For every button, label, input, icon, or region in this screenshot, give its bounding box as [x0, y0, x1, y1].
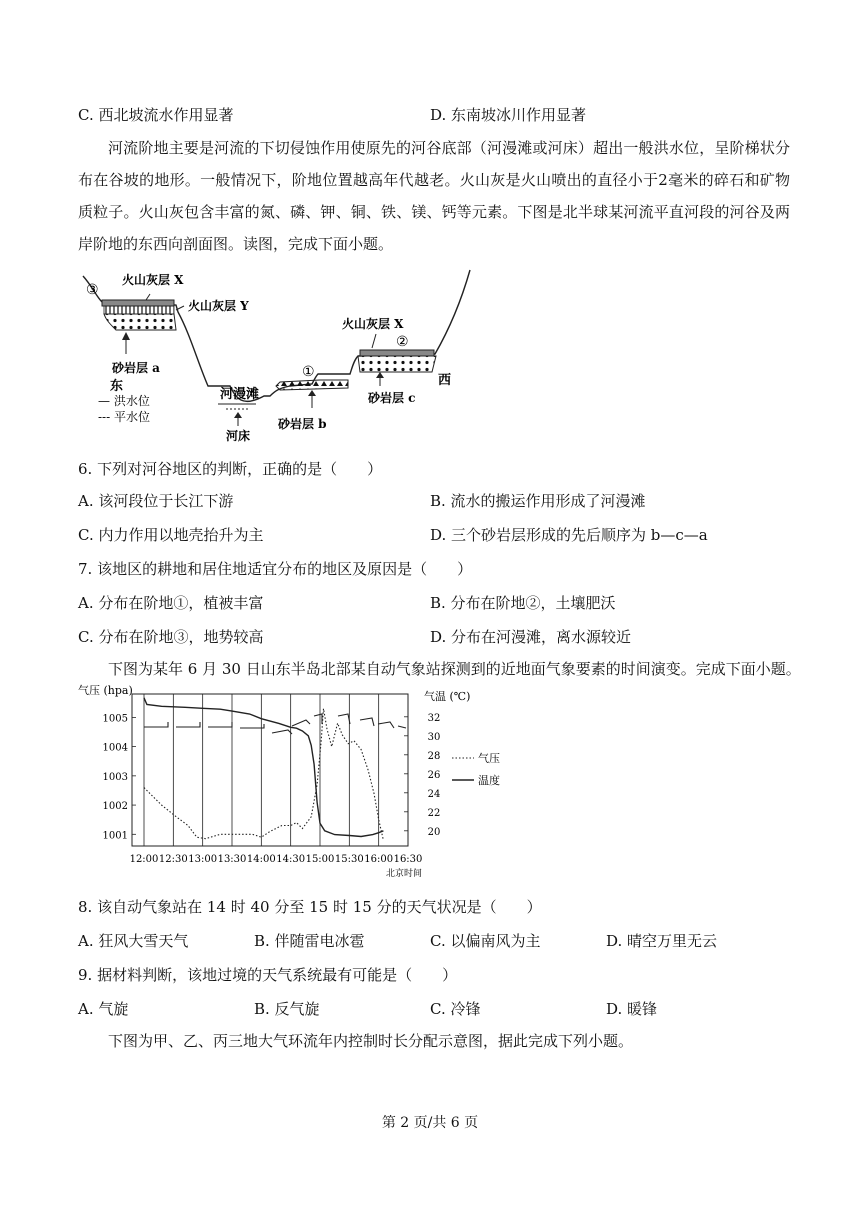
right-tick-label: 26 — [427, 769, 441, 781]
q8-option-c: C. 以偏南风为主 — [430, 932, 541, 950]
left-tick-label: 1001 — [102, 830, 128, 842]
x-tick-label: 14:00 — [246, 854, 276, 865]
x-tick-label: 13:00 — [188, 854, 218, 865]
x-tick-label: 15:00 — [305, 854, 335, 865]
q7-option-b: B. 分布在阶地②，土壤肥沃 — [430, 594, 616, 612]
q9-option-c: C. 冷锋 — [430, 1000, 481, 1018]
left-tick-label: 1002 — [102, 801, 128, 813]
right-tick-label: 32 — [427, 712, 441, 724]
left-tick-label: 1004 — [102, 742, 128, 754]
q7-stem: 7. 该地区的耕地和居住地适宜分布的地区及原因是（ ） — [78, 560, 473, 578]
x-tick-label: 14:30 — [276, 854, 306, 865]
wind-barbs — [144, 714, 406, 734]
left-tick-label: 1003 — [102, 771, 128, 783]
x-tick-label: 15:30 — [334, 854, 364, 865]
terrace-3-label: ③ — [86, 282, 99, 298]
right-tick-label: 22 — [427, 807, 441, 819]
passage-river-terrace: 河流阶地主要是河流的下切侵蚀作用使原先的河谷底部（河漫滩或河床）超出一般洪水位，呈阶梯状分布在谷坡的地形。一般情况下，阶地位置越高年代越老。火山灰是火山喷出的直径小于2毫米的碎石和矿物质粒子。火山灰包含丰富的氮、磷、钾、铜、铁、镁、钙等元素。下图是北半球某河流平直河段的河谷及两岸阶地的东西向剖面图。读图，完成下面小题。 — [78, 139, 790, 253]
right-tick-label: 24 — [427, 788, 441, 800]
x-tick-label: 16:30 — [393, 854, 423, 865]
q5-option-d: D. 东南坡冰川作用显著 — [430, 106, 587, 124]
ash-layer-x-right-label: 火山灰层 X — [342, 317, 404, 331]
q6-option-d: D. 三个砂岩层形成的先后顺序为 b—c—a — [430, 526, 708, 544]
q8-option-b: B. 伴随雷电冰雹 — [254, 932, 365, 950]
q6-option-c: C. 内力作用以地壳抬升为主 — [78, 526, 264, 544]
left-axis-title: 气压 (hpa) — [78, 684, 133, 697]
right-tick-label: 28 — [427, 750, 441, 762]
q6-stem: 6. 下列对河谷地区的判断，正确的是（ ） — [78, 460, 383, 478]
terrace-2-label: ② — [396, 334, 409, 350]
q9-option-d: D. 暖锋 — [606, 1000, 658, 1018]
ash-layer-x-left-label: 火山灰层 X — [122, 273, 184, 287]
riverbed-label: 河床 — [226, 429, 251, 443]
q7-option-c: C. 分布在阶地③，地势较高 — [78, 628, 264, 646]
floodplain-label: 河漫滩 — [220, 387, 260, 402]
passage-weather-station: 下图为某年 6 月 30 日山东半岛北部某自动气象站探测到的近地面气象要素的时间演变。完成下面小题。 — [108, 660, 801, 678]
ash-layer-x-right — [360, 350, 434, 356]
q9-stem: 9. 据材料判断，该地过境的天气系统最有可能是（ ） — [78, 966, 458, 984]
q6-option-a: A. 该河段位于长江下游 — [78, 492, 234, 510]
q6-option-b: B. 流水的搬运作用形成了河漫滩 — [430, 492, 646, 510]
q5-option-c: C. 西北坡流水作用显著 — [78, 106, 234, 124]
q9-option-b: B. 反气旋 — [254, 1000, 320, 1018]
x-axis-title: 北京时间 — [386, 869, 423, 879]
ash-layer-x-left — [102, 300, 174, 306]
legend-normal-label: --- 平水位 — [98, 410, 150, 424]
valley-ground-line — [83, 270, 470, 401]
terrace-1-label: ① — [302, 364, 315, 380]
pressure-temperature-chart — [78, 684, 518, 880]
west-label: 西 — [438, 373, 452, 388]
sandstone-b-label: 砂岩层 b — [278, 417, 327, 431]
east-label: 东 — [110, 379, 124, 394]
q9-option-a: A. 气旋 — [78, 1000, 129, 1018]
sandstone-c-label: 砂岩层 c — [368, 391, 416, 405]
legend-flood-label: — 洪水位 — [98, 394, 150, 408]
legend-label: 气压 — [478, 752, 500, 765]
q8-stem: 8. 该自动气象站在 14 时 40 分至 15 时 15 分的天气状况是（ ） — [78, 898, 542, 916]
passage-circulation: 下图为甲、乙、丙三地大气环流年内控制时长分配示意图，据此完成下列小题。 — [108, 1032, 634, 1050]
q7-option-a: A. 分布在阶地①，植被丰富 — [78, 594, 264, 612]
q8-option-d: D. 晴空万里无云 — [606, 932, 718, 950]
legend-label: 温度 — [478, 774, 500, 787]
right-tick-label: 30 — [427, 731, 441, 743]
sandstone-layer-c — [358, 356, 436, 372]
sandstone-layer-b — [276, 380, 348, 390]
page-number: 第 2 页/共 6 页 — [381, 1115, 479, 1131]
river-valley-profile-figure — [80, 268, 480, 443]
sandstone-layer-a — [104, 314, 176, 330]
ash-layer-y — [104, 306, 174, 314]
temperature-line — [144, 698, 383, 837]
left-tick-label: 1005 — [102, 713, 128, 725]
sandstone-a-label: 砂岩层 a — [112, 361, 160, 375]
x-tick-label: 12:30 — [158, 854, 188, 865]
x-tick-label: 16:00 — [364, 854, 394, 865]
ash-layer-y-label: 火山灰层 Y — [188, 299, 249, 313]
x-tick-label: 12:00 — [129, 854, 159, 865]
q7-option-d: D. 分布在河漫滩，离水源较近 — [430, 628, 632, 646]
right-axis-title: 气温 (℃) — [424, 690, 471, 703]
x-tick-label: 13:30 — [217, 854, 247, 865]
right-tick-label: 20 — [427, 826, 441, 838]
q8-option-a: A. 狂风大雪天气 — [78, 932, 189, 950]
